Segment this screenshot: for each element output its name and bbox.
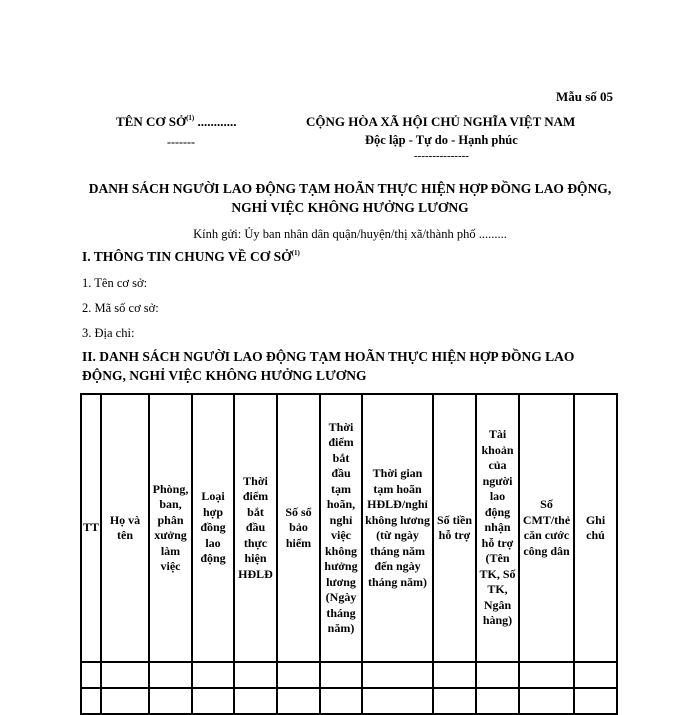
table-cell <box>476 688 519 714</box>
table-row <box>81 688 617 714</box>
table-cell <box>192 662 234 688</box>
table-cell <box>519 688 574 714</box>
column-header-suspension-start: Thời điểm bắt đầu tạm hoãn, nghỉ việc không hưởng lương (Ngày tháng năm) <box>320 394 362 662</box>
table-cell <box>320 662 362 688</box>
org-name-footnote: (1) <box>186 114 195 122</box>
table-cell <box>234 662 277 688</box>
table-cell <box>519 662 574 688</box>
document-title-line-1: DANH SÁCH NGƯỜI LAO ĐỘNG TẠM HOÃN THỰC HIỆN HỢP ĐỒNG LAO ĐỘNG, <box>88 181 612 196</box>
document-title-line-2: NGHỈ VIỆC KHÔNG HƯỞNG LƯƠNG <box>231 200 469 215</box>
table-cell <box>149 688 192 714</box>
column-header-full-name: Họ và tên <box>101 394 149 662</box>
table-cell <box>574 688 617 714</box>
field-org-code: 2. Mã số cơ sở: <box>82 301 159 315</box>
field-org-name: 1. Tên cơ sở: <box>82 276 148 290</box>
table-cell <box>476 662 519 688</box>
table-cell <box>433 662 476 688</box>
column-header-department: Phòng, ban, phân xưởng làm việc <box>149 394 192 662</box>
form-number: Mẫu số 05 <box>556 89 614 104</box>
table-header-row <box>81 394 617 662</box>
motto-divider: --------------- <box>414 150 469 162</box>
table-cell <box>362 662 433 688</box>
column-header-contract-type: Loại hợp đồng lao động <box>192 394 234 662</box>
column-header-contract-start: Thời điểm bắt đầu thực hiện HĐLĐ <box>234 394 277 662</box>
table-cell <box>574 662 617 688</box>
column-header-support-amount: Số tiền hỗ trợ <box>433 394 476 662</box>
recipient-line: Kính gửi: Ủy ban nhân dân quận/huyện/thị xã/thành phố ......... <box>193 227 507 241</box>
table-cell <box>149 662 192 688</box>
column-header-id-card: Số CMT/thẻ căn cước công dân <box>519 394 574 662</box>
employee-list-table <box>80 393 618 715</box>
nation-name: CỘNG HÒA XÃ HỘI CHỦ NGHĨA VIỆT NAM <box>306 114 576 129</box>
section-1-heading <box>82 249 300 265</box>
section-2-heading-line-1: II. DANH SÁCH NGƯỜI LAO ĐỘNG TẠM HOÃN THỰC HIỆN HỢP ĐỒNG LAO <box>82 349 575 364</box>
column-header-tt: TT <box>81 394 101 662</box>
table-cell <box>192 688 234 714</box>
org-name-heading <box>116 114 237 130</box>
field-address: 3. Địa chỉ: <box>82 326 135 340</box>
section-1-heading-text: I. THÔNG TIN CHUNG VỀ CƠ SỞ <box>82 249 292 264</box>
national-motto: Độc lập - Tự do - Hạnh phúc <box>365 133 518 147</box>
org-name-label: TÊN CƠ SỞ <box>116 114 187 129</box>
table-cell <box>234 688 277 714</box>
table-row <box>81 662 617 688</box>
org-name-dots: ............ <box>194 114 237 129</box>
column-header-bank-account: Tài khoản của người lao động nhận hỗ trợ (Tên TK, Số TK, Ngân hàng) <box>476 394 519 662</box>
column-header-suspension-period: Thời gian tạm hoãn HĐLĐ/nghỉ không lương (từ ngày tháng năm đến ngày tháng năm) <box>362 394 433 662</box>
table-cell <box>101 688 149 714</box>
table-cell <box>101 662 149 688</box>
section-2-heading-line-2: ĐỘNG, NGHỈ VIỆC KHÔNG HƯỞNG LƯƠNG <box>82 368 367 383</box>
org-divider: ------- <box>167 135 195 149</box>
column-header-notes: Ghi chú <box>574 394 617 662</box>
table-cell <box>362 688 433 714</box>
table-cell <box>81 688 101 714</box>
table-cell <box>277 688 320 714</box>
section-1-footnote: (1) <box>291 249 300 257</box>
table-cell <box>320 688 362 714</box>
table-cell <box>277 662 320 688</box>
column-header-insurance-book: Số sổ bảo hiểm <box>277 394 320 662</box>
table-cell <box>81 662 101 688</box>
table-cell <box>433 688 476 714</box>
